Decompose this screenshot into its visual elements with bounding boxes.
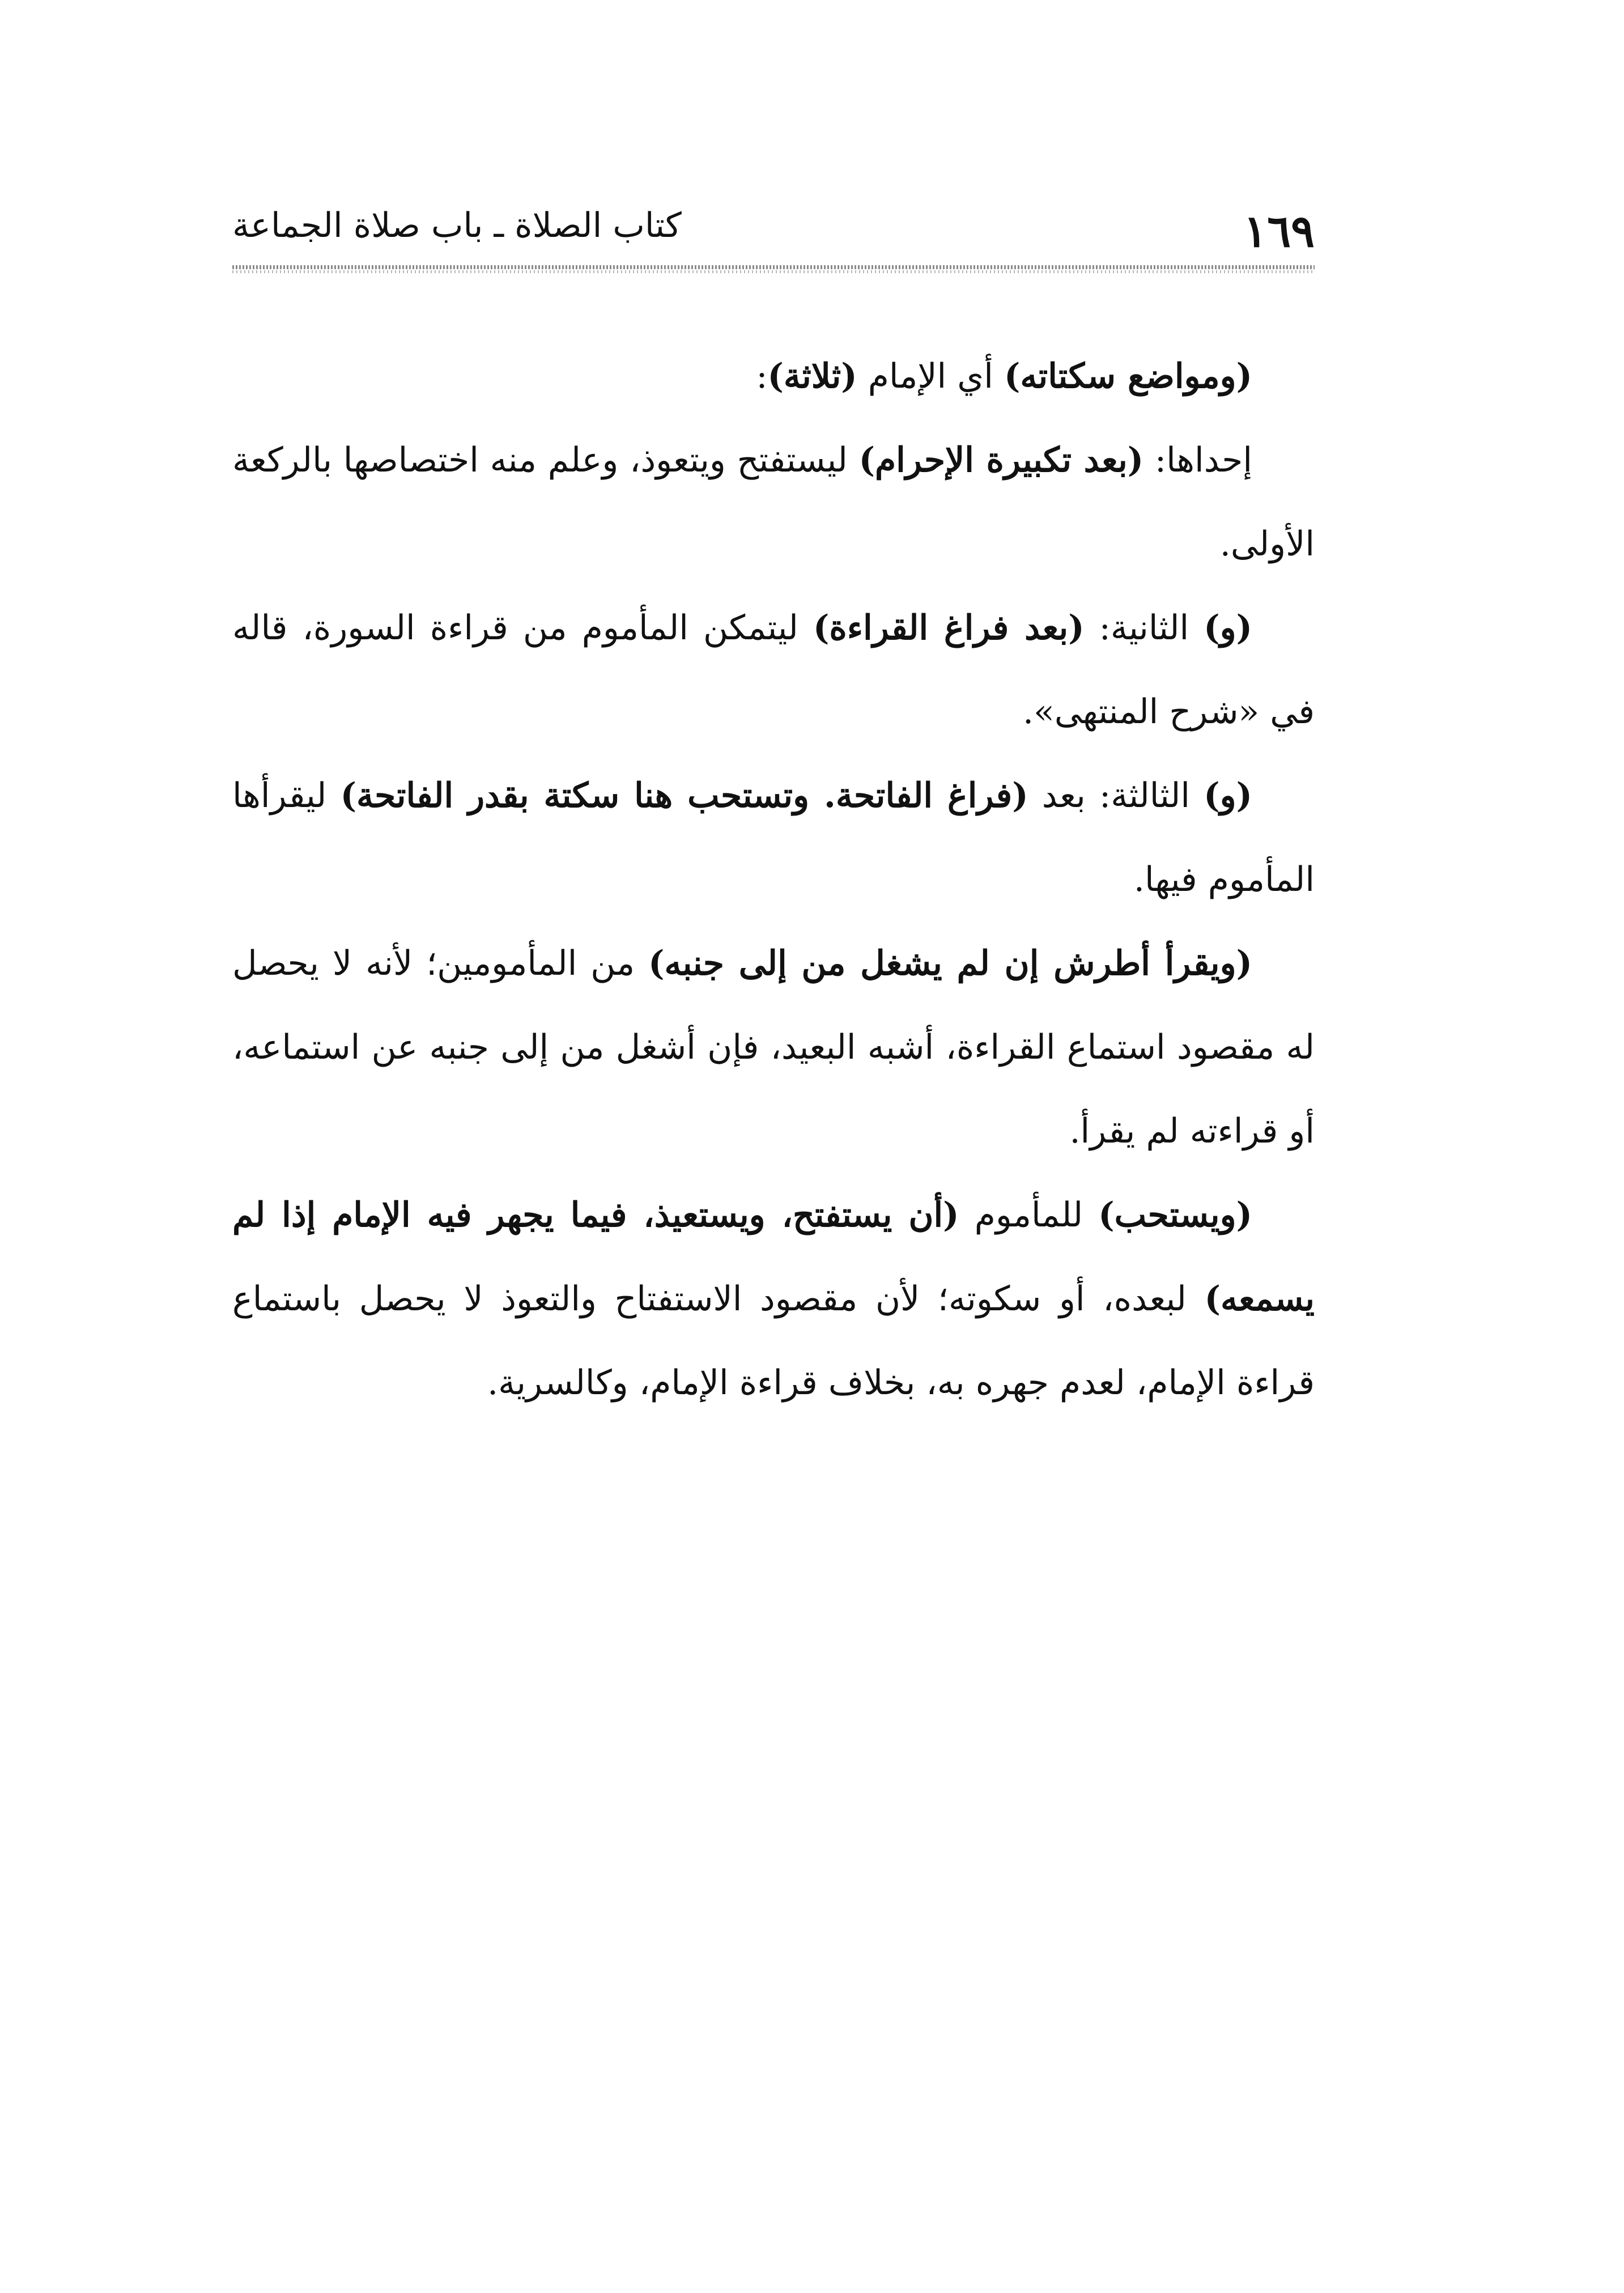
text-span: لبعده، أو سكوته؛ لأن مقصود الاستفتاح والتعوذ لا يحصل باستماع قراءة الإمام، لعدم جهره به، بخلاف قراءة الإمام، وكالسرية. [232,1279,1315,1403]
bold-span: (ثلاثة) [767,356,857,396]
paragraph-6 [232,1173,1315,1425]
bold-span: (بعد تكبيرة الإحرام) [858,440,1144,480]
bold-span: (و) [1204,776,1252,816]
text-span: أي الإمام [857,356,1004,396]
bold-span: (ويقرأ أطرش إن لم يشغل من إلى جنبه) [648,944,1252,983]
paragraph-3 [232,586,1315,754]
paragraph-5 [232,922,1315,1173]
body-text [232,334,1315,1425]
text-span: ليقرأها المأموم فيها. [232,776,1315,899]
paragraph-2 [232,418,1315,586]
bold-span: (فراغ الفاتحة. وتستحب هنا سكتة بقدر الفاتحة) [340,776,1028,816]
bold-span: (أن يستفتح، ويستعيذ، فيما يجهر فيه الإمام إذا لم يسمعه) [232,1195,1315,1319]
text-span: الثالثة: بعد [1028,776,1204,816]
bold-span: (ويستحب) [1098,1195,1252,1235]
text-span: ليستفتح ويتعوذ، وعلم منه اختصاصها بالركعة الأولى. [232,440,1315,564]
text-span: الثانية: [1084,608,1204,648]
header-rule [232,265,1315,273]
text-span: إحداها: [1143,440,1252,480]
running-title: كتاب الصلاة ـ باب صلاة الجماعة [232,206,682,245]
text-span: من المأمومين؛ لأنه لا يحصل له مقصود استماع القراءة، أشبه البعيد، فإن أشغل من إلى جنبه عن استماعه، أو قراءته لم يقرأ. [232,944,1315,1151]
paragraph-1 [232,334,1315,418]
bold-span: (ومواضع سكتاته) [1004,356,1252,396]
bold-span: (و) [1204,608,1253,648]
text-span: : [756,356,768,396]
page-number: ١٦٩ [1243,206,1315,257]
text-span: ليتمكن المأموم من قراءة السورة، قاله في «شرح المنتهى». [232,608,1315,732]
text-span: للمأموم [959,1195,1099,1235]
bold-span: (بعد فراغ القراءة) [813,608,1085,648]
paragraph-4 [232,754,1315,922]
page-header [232,187,1315,272]
